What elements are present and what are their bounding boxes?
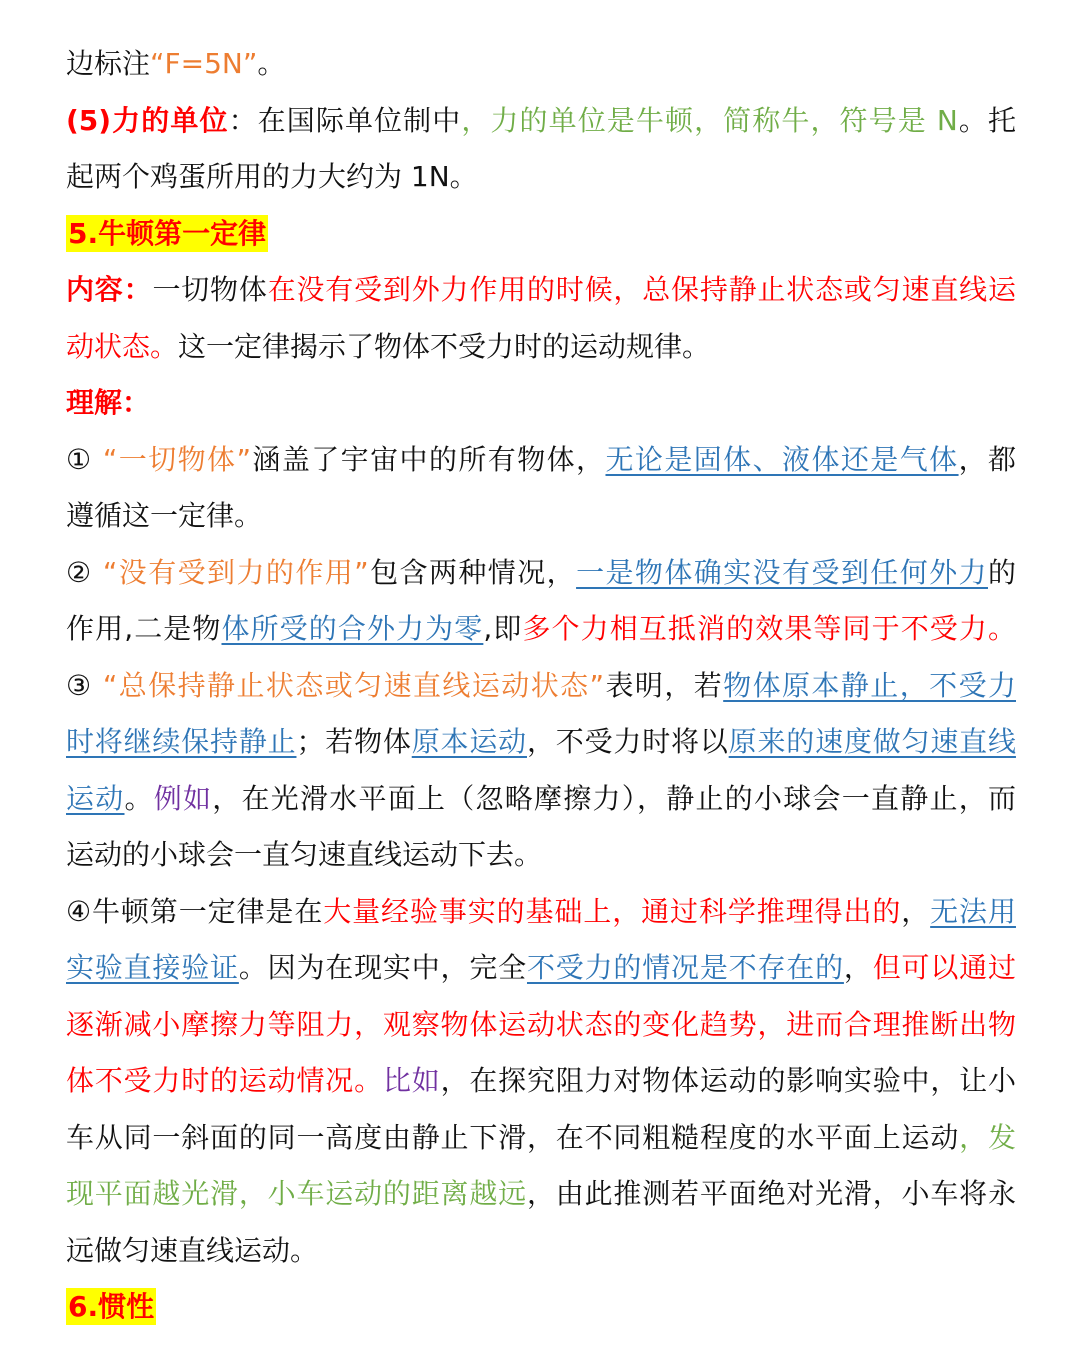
text-segment: ，不受力时将以 xyxy=(526,725,729,758)
text-segment: 作用,二是物 xyxy=(66,612,222,645)
text-segment: 例如 xyxy=(153,781,213,815)
text-line xyxy=(66,545,1016,602)
text-segment: 的 xyxy=(987,555,1016,589)
text-line xyxy=(66,997,1016,1054)
text-line xyxy=(66,149,1016,206)
text-segment: ④牛顿第一定律是在 xyxy=(66,894,324,928)
text-line xyxy=(66,488,1016,545)
text-line xyxy=(66,1053,1016,1110)
text-segment: ，都 xyxy=(958,442,1016,476)
text-segment: 现平面越光滑，小车运动的距离越远 xyxy=(66,1177,527,1210)
text-segment: 内容： xyxy=(66,273,153,306)
text-segment: ，在探究阻力对物体运动的影响实验中，让小 xyxy=(440,1064,1016,1097)
text-line xyxy=(66,827,1016,884)
section-heading xyxy=(66,1279,1016,1336)
text-line xyxy=(66,36,1016,93)
text-segment: 但可以通过 xyxy=(872,951,1016,984)
text-segment: “F=5N” xyxy=(150,47,258,80)
text-segment: 逐渐减小摩擦力等阻力，观察物体运动状态的变化趋势，进而合理推断出物 xyxy=(66,1007,1016,1041)
underlined-text: 一是物体确实没有受到任何外力 xyxy=(576,555,988,589)
text-segment: 体不受力时的运动情况。 xyxy=(66,1064,383,1097)
text-segment: 远做匀速直线运动。 xyxy=(66,1233,319,1267)
text-line xyxy=(66,1110,1016,1167)
text-segment: 动状态。 xyxy=(66,329,179,363)
text-segment: 遵循这一定律。 xyxy=(66,499,263,532)
text-segment: ，由此推测若平面绝对光滑，小车将永 xyxy=(527,1177,1016,1210)
text-segment: ，力的单位是牛顿，简称牛，符号是 N xyxy=(461,103,958,137)
text-segment: ， xyxy=(901,894,931,928)
text-line xyxy=(66,375,1016,432)
text-line xyxy=(66,714,1016,771)
text-line xyxy=(66,658,1016,715)
text-segment: 表明，若 xyxy=(604,668,724,702)
text-segment: 。因为在现实中，完全 xyxy=(238,951,527,984)
text-segment: ③ xyxy=(66,668,103,702)
section-heading xyxy=(66,206,1016,263)
text-segment: ：在国际单位制中 xyxy=(228,103,462,137)
text-line xyxy=(66,771,1016,828)
underlined-text: 物体原本静止，不受力 xyxy=(723,668,1016,702)
highlighted-heading: 5.牛顿第一定律 xyxy=(68,216,267,250)
text-segment: 边标注 xyxy=(66,47,151,80)
text-segment: 多个力相互抵消的效果等同于不受力。 xyxy=(522,612,1016,645)
text-segment: “总保持静止状态或匀速直线运动状态” xyxy=(102,668,605,702)
underlined-text: 原来的速度做匀速直线 xyxy=(728,725,1016,758)
text-segment: “没有受到力的作用” xyxy=(102,555,369,589)
text-segment: ① xyxy=(66,442,103,476)
text-line xyxy=(66,940,1016,997)
text-line xyxy=(66,319,1016,376)
text-segment: 一切物体 xyxy=(152,273,268,306)
text-segment: 车从同一斜面的同一高度由静止下滑，在不同粗糙程度的水平面上运动 xyxy=(66,1120,960,1154)
text-segment: 包含两种情况， xyxy=(368,555,577,589)
underlined-text: 运动 xyxy=(66,781,125,815)
text-segment: 在没有受到外力作用的时候，总保持静止状态或匀速直线运 xyxy=(267,273,1016,306)
text-segment: 比如 xyxy=(382,1064,441,1097)
text-segment: 这一定律揭示了物体不受力时的运动规律。 xyxy=(178,329,711,363)
text-segment: “一切物体” xyxy=(102,442,251,476)
underlined-text: 原本运动 xyxy=(411,725,527,758)
text-segment: ② xyxy=(66,555,103,589)
text-segment: ；若物体 xyxy=(296,725,412,758)
text-segment: (5)力的单位 xyxy=(66,103,229,137)
text-segment: ，发 xyxy=(959,1120,1016,1154)
text-line xyxy=(66,884,1016,941)
text-line xyxy=(66,1223,1016,1280)
text-segment: 起两个鸡蛋所用的力大约为 1N。 xyxy=(66,160,478,193)
text-segment: ， xyxy=(843,951,873,984)
underlined-text: 不受力的情况是不存在的 xyxy=(526,951,844,984)
text-segment: 。托 xyxy=(957,103,1016,137)
text-segment: 运动的小球会一直匀速直线运动下去。 xyxy=(66,838,543,871)
text-line xyxy=(66,432,1016,489)
text-segment: 涵盖了宇宙中的所有物体， xyxy=(250,442,606,476)
text-segment: 。 xyxy=(124,781,154,815)
text-line xyxy=(66,93,1016,150)
text-segment: 。 xyxy=(257,47,286,80)
text-line xyxy=(66,262,1016,319)
underlined-text: 实验直接验证 xyxy=(66,951,239,984)
underlined-text: 无法用 xyxy=(930,894,1016,928)
text-segment: 理解： xyxy=(66,386,151,419)
underlined-text: 体所受的合外力为零 xyxy=(221,612,484,645)
text-segment: 大量经验事实的基础上，通过科学推理得出的 xyxy=(323,894,902,928)
underlined-text: 无论是固体、液体还是气体 xyxy=(605,442,959,476)
text-segment: ，在光滑水平面上（忽略摩擦力），静止的小球会一直静止，而 xyxy=(212,781,1016,815)
text-line xyxy=(66,601,1016,658)
text-line xyxy=(66,1166,1016,1223)
highlighted-heading: 6.惯性 xyxy=(68,1290,155,1323)
underlined-text: 时将继续保持静止 xyxy=(66,725,297,758)
text-segment: ,即 xyxy=(483,612,523,645)
